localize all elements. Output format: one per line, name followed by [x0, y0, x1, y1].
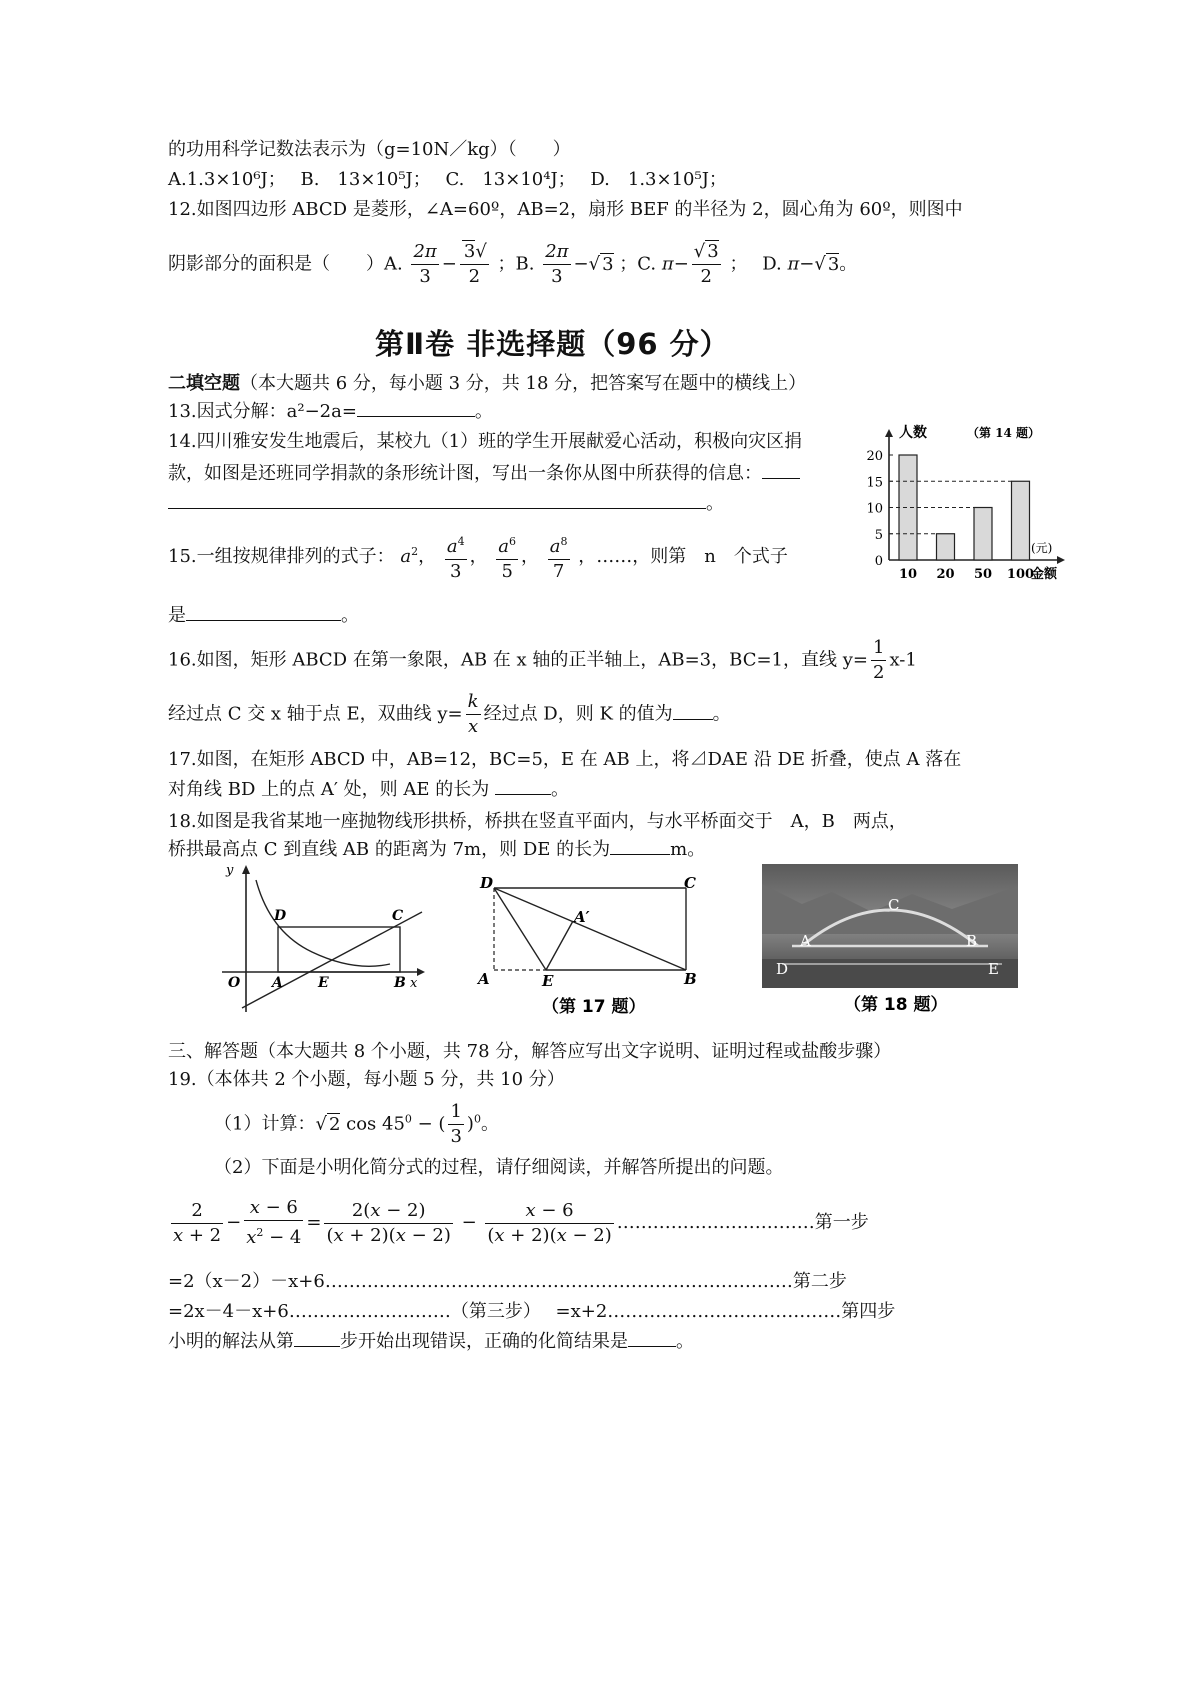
fig17-label-B: B [684, 970, 697, 988]
q11-options: A.1.3×10⁶J； B. 13×10⁵J； C. 13×10⁴J； D. 1.3×10⁵J； [168, 169, 727, 190]
chart-x-arrow [1057, 556, 1065, 564]
q14-answer-blank-a[interactable] [762, 460, 800, 479]
chart-bar [899, 455, 917, 560]
fig18-label-A: A [800, 932, 811, 950]
fig17-label-E: E [542, 972, 554, 990]
figure-16 [212, 862, 427, 1017]
q19-part1: （1）计算：√ 2 $\cos 45^0$ − ( $\frac{1}{3}$ )$^0$。 [214, 1101, 499, 1147]
fig18-label-B: B [966, 932, 978, 950]
fig18-label-E: E [988, 960, 999, 978]
q19-step3-4: =2x－4－x+6………………………（第三步） =x+2…………………………………第四步 [168, 1301, 896, 1322]
q18-line2: 桥拱最高点 C 到直线 AB 的距离为 7m，则 DE 的长为 m。 [168, 836, 705, 864]
chart-bar [1012, 481, 1030, 560]
chart-y-arrow [885, 429, 893, 437]
q15: 15.一组按规律排列的式子： $a^2$， $\frac{a^4}{3}$ ， $\frac{a^6}{5}$ ， $\frac{a^8}{7}$ ，……，则第 n 个式子 [168, 530, 788, 584]
section2-title: 第Ⅱ卷 非选择题（96 分） [375, 327, 730, 361]
figure-17 [470, 868, 710, 1023]
fig18-label-D: D [776, 960, 789, 978]
q14-line1: 14.四川雅安发生地震后，某校九（1）班的学生开展献爱心活动，积极向灾区捐 [168, 431, 803, 452]
fig16-label-O: O [228, 975, 241, 991]
fig17-label-A: A [478, 970, 490, 988]
q13-answer-blank[interactable] [357, 398, 475, 417]
fig16-label-y: y [226, 863, 234, 878]
chart-xlabel: 金额 [1031, 567, 1058, 582]
q12-stem: 12.如图四边形 ABCD 是菱形，∠A=60º，AB=2，扇形 BEF 的半径为 2，圆心角为 60º，则图中 [168, 199, 963, 220]
q14-answer-blank-b[interactable] [168, 490, 706, 509]
chart-y-tick-label: 5 [874, 527, 883, 543]
chart-x-tick-label: 10 [898, 567, 918, 582]
q12-options: 阴影部分的面积是（ ）A. $\frac{2\pi}{3}$ − $\frac{3√}{2}$ ；B. $\frac{2\pi}{3}$ −√ 3 ；C. π− $\frac{√ 3}{2}$ ； D. π−√ 3。 [168, 241, 858, 287]
chart-unit: (元) [1031, 541, 1053, 555]
chart-x-tick-label: 100 [1006, 567, 1035, 582]
q17-answer-blank[interactable] [495, 776, 551, 795]
q15-line2: 是 。 [168, 602, 359, 630]
q19-title: 19.（本体共 2 个小题，每小题 5 分，共 10 分） [168, 1069, 565, 1090]
fill-section-heading: 二填空题（本大题共 6 分，每小题 3 分，共 18 分，把答案写在题中的横线上） [168, 373, 807, 394]
q16-line2: 经过点 C 交 x 轴于点 E，双曲线 y= $\frac{k}{x}$ 经过点 D，则 K 的值为 。 [168, 691, 731, 737]
q16-answer-blank[interactable] [673, 701, 713, 720]
q15-answer-blank[interactable] [186, 602, 341, 621]
chart-bar [937, 534, 955, 560]
q19-step-blank[interactable] [294, 1328, 340, 1347]
fig16-label-x: x [410, 976, 418, 991]
fig16-label-B: B [394, 975, 406, 991]
chart-y-tick-label: 0 [874, 554, 883, 569]
chart-y-tick-label: 15 [866, 475, 883, 491]
section3-heading: 三、解答题（本大题共 8 个小题，共 78 分，解答应写出文字说明、证明过程或盐酸步骤） [168, 1041, 892, 1062]
fig18-label-C: C [888, 896, 900, 914]
fig16-label-E: E [318, 975, 329, 991]
fig16-label-D: D [274, 908, 287, 924]
q18-line1: 18.如图是我省某地一座抛物线形拱桥，桥拱在竖直平面内，与水平桥面交于 A，B 两点， [168, 811, 907, 832]
fig16-label-C: C [392, 908, 404, 924]
fig17-caption: （第 17 题） [542, 997, 646, 1017]
q19-question: 小明的解法从第 步开始出现错误，正确的化简结果是 。 [168, 1328, 694, 1356]
q14-bar-chart [855, 422, 1065, 582]
q14-line3: 。 [168, 490, 724, 518]
chart-y-tick-label: 10 [866, 501, 883, 517]
chart-bar [974, 508, 992, 561]
fig17-label-A-prime: A′ [574, 908, 590, 926]
chart-ylabel: 人数 [899, 425, 927, 441]
q16-line1: 16.如图，矩形 ABCD 在第一象限，AB 在 x 轴的正半轴上，AB=3，BC=1，直线 y= $\frac{1}{2}$ x-1 [168, 637, 917, 683]
fig17-label-C: C [684, 874, 696, 892]
chart-title: （第 14 题） [967, 426, 1041, 440]
chart-x-tick-label: 50 [973, 567, 993, 582]
q17-line2: 对角线 BD 上的点 A′ 处，则 AE 的长为 。 [168, 776, 569, 804]
figure-18 [762, 864, 1026, 1020]
q11-stem: 的功用科学记数法表示为（g=10N／kg）（ ） [168, 139, 571, 160]
q13: 13.因式分解：a²−2a= 。 [168, 398, 493, 426]
chart-y-tick-label: 20 [866, 449, 883, 464]
q19-result-blank[interactable] [628, 1328, 676, 1347]
fig16-label-A: A [272, 975, 283, 991]
q18-answer-blank[interactable] [610, 836, 670, 855]
q19-step2: =2（x－2）－x+6……………………………………………………………………第二步 [168, 1271, 847, 1292]
q14-line2: 款，如图是还班同学捐款的条形统计图，写出一条你从图中所获得的信息： [168, 460, 800, 488]
q19-part2: （2）下面是小明化简分式的过程，请仔细阅读，并解答所提出的问题。 [214, 1157, 784, 1178]
fig17-label-D: D [480, 874, 494, 892]
chart-x-tick-label: 20 [936, 567, 955, 582]
fig18-caption: （第 18 题） [844, 995, 948, 1015]
q19-step1: $\frac{2}{x + 2}$ − $\frac{x - 6}{x^2 - 4}$ = $\frac{2(x - 2)}{(x + 2)(x - 2)}$ − $\frac{x - 6}{(x + 2)(x - 2)}$ ……………………………第一步 [173, 1197, 869, 1248]
q17-line1: 17.如图，在矩形 ABCD 中，AB=12，BC=5，E 在 AB 上，将⊿DAE 沿 DE 折叠，使点 A 落在 [168, 749, 962, 770]
